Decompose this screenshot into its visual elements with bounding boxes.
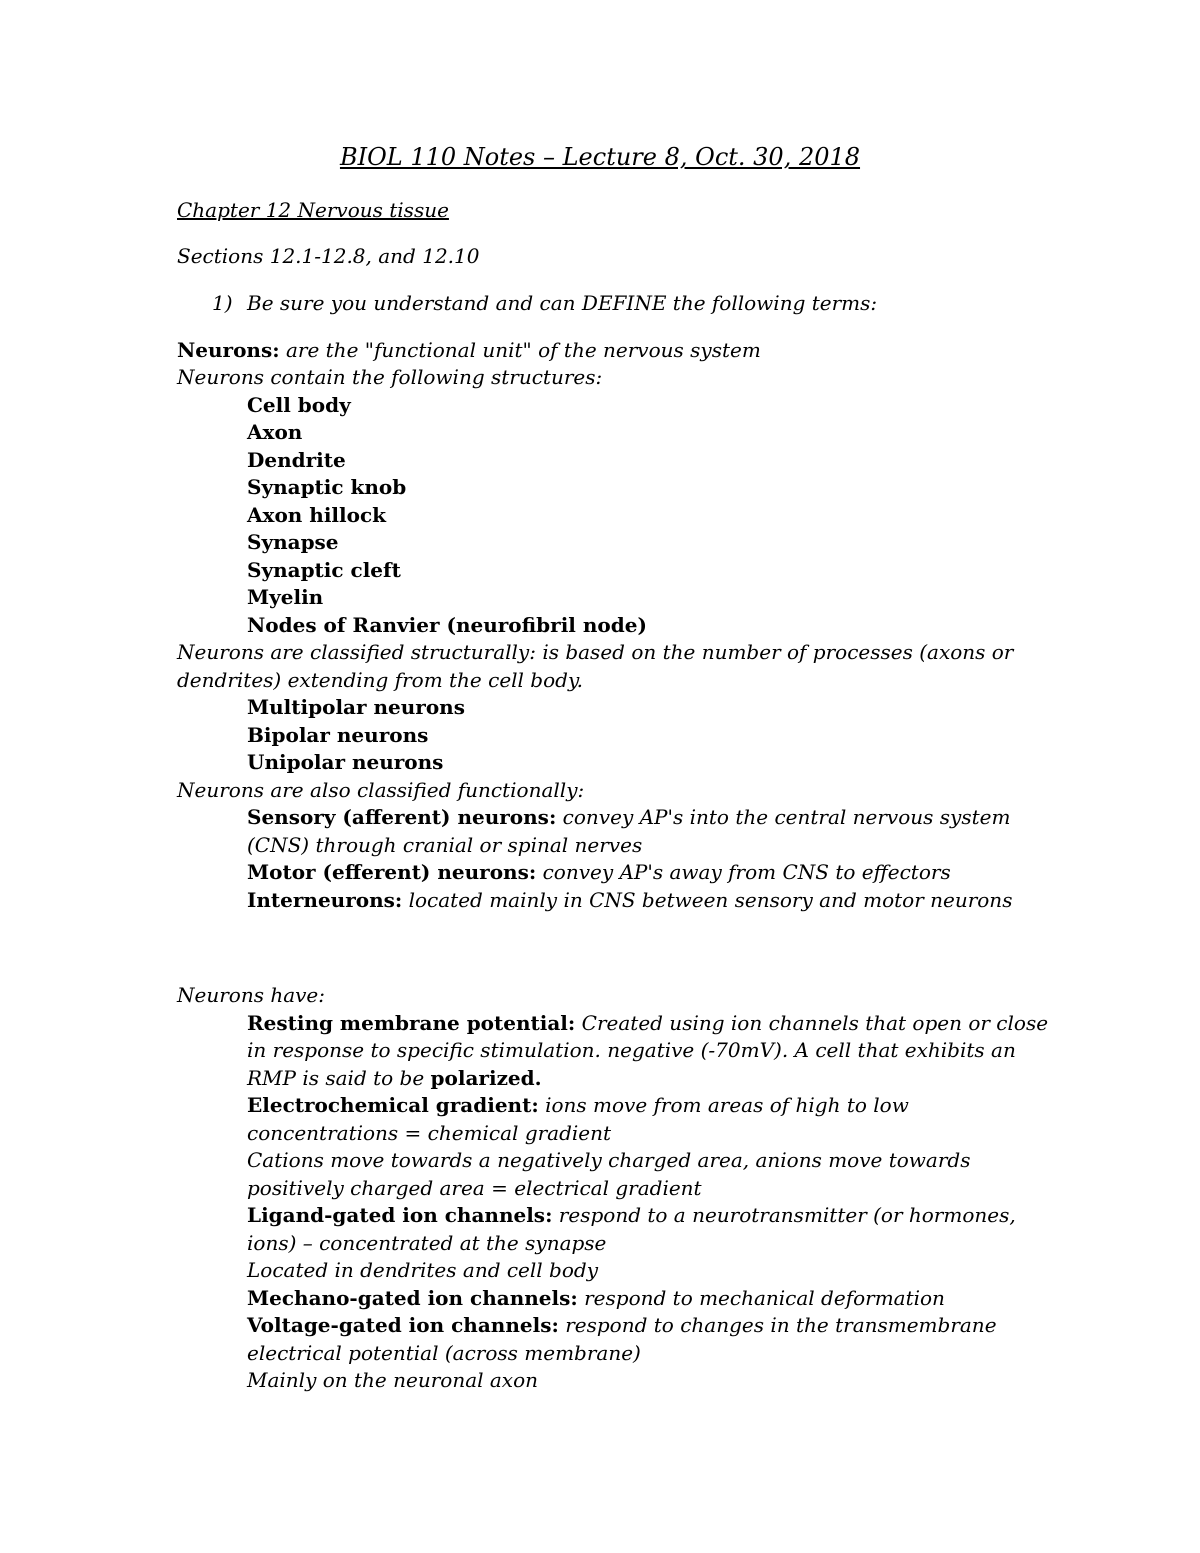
sections-line: Sections 12.1-12.8, and 12.10 — [177, 244, 480, 268]
rmp-term: Resting membrane potential: — [247, 1011, 576, 1035]
electrochemical-gradient-cont: concentrations = chemical gradient — [247, 1121, 612, 1145]
sensory-neurons-definition-cont: (CNS) through cranial or spinal nerves — [247, 833, 643, 857]
rmp-definition — [247, 1009, 1048, 1037]
electrochemical-gradient-cont: positively charged area = electrical gradient — [247, 1176, 702, 1200]
structural-classification-line: dendrites) extending from the cell body. — [177, 668, 583, 692]
electrochemical-gradient-term: Electrochemical gradient: — [247, 1093, 539, 1117]
rmp-definition-cont — [247, 1064, 542, 1092]
electrochemical-gradient-definition — [247, 1091, 909, 1119]
mechano-gated-definition — [247, 1284, 945, 1312]
interneurons-term: Interneurons: — [247, 888, 403, 912]
structure-item: Cell body — [247, 393, 351, 417]
structure-item: Synaptic cleft — [247, 558, 401, 582]
voltage-gated-cont: electrical potential (across membrane) — [247, 1341, 641, 1365]
structure-item: Synapse — [247, 530, 339, 554]
rmp-def-text: RMP is said to be — [247, 1066, 431, 1090]
structure-item: Dendrite — [247, 448, 346, 472]
instruction-text: Be sure you understand and can DEFINE the following terms: — [247, 291, 878, 315]
structures-intro: Neurons contain the following structures: — [177, 365, 603, 389]
ligand-gated-def: respond to a neurotransmitter (or hormones, — [552, 1203, 1016, 1227]
ligand-gated-definition — [247, 1201, 1016, 1229]
electrochemical-gradient-def: ions move from areas of high to low — [538, 1093, 909, 1117]
neurons-definition — [177, 336, 761, 364]
voltage-gated-definition — [247, 1311, 997, 1339]
voltage-gated-def: respond to changes in the transmembrane — [558, 1313, 997, 1337]
neurons-have-intro: Neurons have: — [177, 983, 325, 1007]
motor-neurons-definition — [247, 858, 951, 886]
structural-classification-line: Neurons are classified structurally: is based on the number of processes (axons or — [177, 640, 1014, 664]
mechano-gated-def: respond to mechanical deformation — [577, 1286, 945, 1310]
sensory-neurons-definition — [247, 803, 1010, 831]
structure-item: Axon — [247, 420, 303, 444]
structure-item: Nodes of Ranvier (neurofibril node) — [247, 613, 647, 637]
motor-def: convey AP's away from CNS to effectors — [536, 860, 951, 884]
structure-item: Synaptic knob — [247, 475, 407, 499]
voltage-gated-cont: Mainly on the neuronal axon — [247, 1368, 539, 1392]
interneurons-def: located mainly in CNS between sensory and motor neurons — [402, 888, 1013, 912]
structural-type-item: Unipolar neurons — [247, 750, 444, 774]
polarized-term: polarized. — [430, 1066, 542, 1090]
neurons-def: are the "functional unit" of the nervous system — [279, 338, 761, 362]
rmp-definition-cont: in response to specific stimulation. negative (-70mV). A cell that exhibits an — [247, 1038, 1016, 1062]
ligand-gated-cont: Located in dendrites and cell body — [247, 1258, 598, 1282]
ligand-gated-cont: ions) – concentrated at the synapse — [247, 1231, 607, 1255]
motor-term: Motor (efferent) neurons: — [247, 860, 537, 884]
ligand-gated-term: Ligand-gated ion channels: — [247, 1203, 553, 1227]
chapter-heading: Chapter 12 Nervous tissue — [177, 198, 449, 222]
rmp-def: Created using ion channels that open or close — [575, 1011, 1049, 1035]
electrochemical-gradient-cont: Cations move towards a negatively charged area, anions move towards — [247, 1148, 971, 1172]
mechano-gated-term: Mechano-gated ion channels: — [247, 1286, 578, 1310]
functional-classification-intro: Neurons are also classified functionally: — [177, 778, 585, 802]
structure-item: Myelin — [247, 585, 324, 609]
neurons-term: Neurons: — [177, 338, 280, 362]
sensory-term: Sensory (afferent) neurons: — [247, 805, 557, 829]
instruction-number: 1) — [212, 291, 233, 315]
document-title: BIOL 110 Notes – Lecture 8, Oct. 30, 2018 — [339, 143, 861, 171]
structure-item: Axon hillock — [247, 503, 386, 527]
structural-type-item: Multipolar neurons — [247, 695, 465, 719]
sensory-def: convey AP's into the central nervous system — [556, 805, 1011, 829]
interneurons-definition — [247, 886, 1012, 914]
structural-type-item: Bipolar neurons — [247, 723, 429, 747]
voltage-gated-term: Voltage-gated ion channels: — [247, 1313, 559, 1337]
